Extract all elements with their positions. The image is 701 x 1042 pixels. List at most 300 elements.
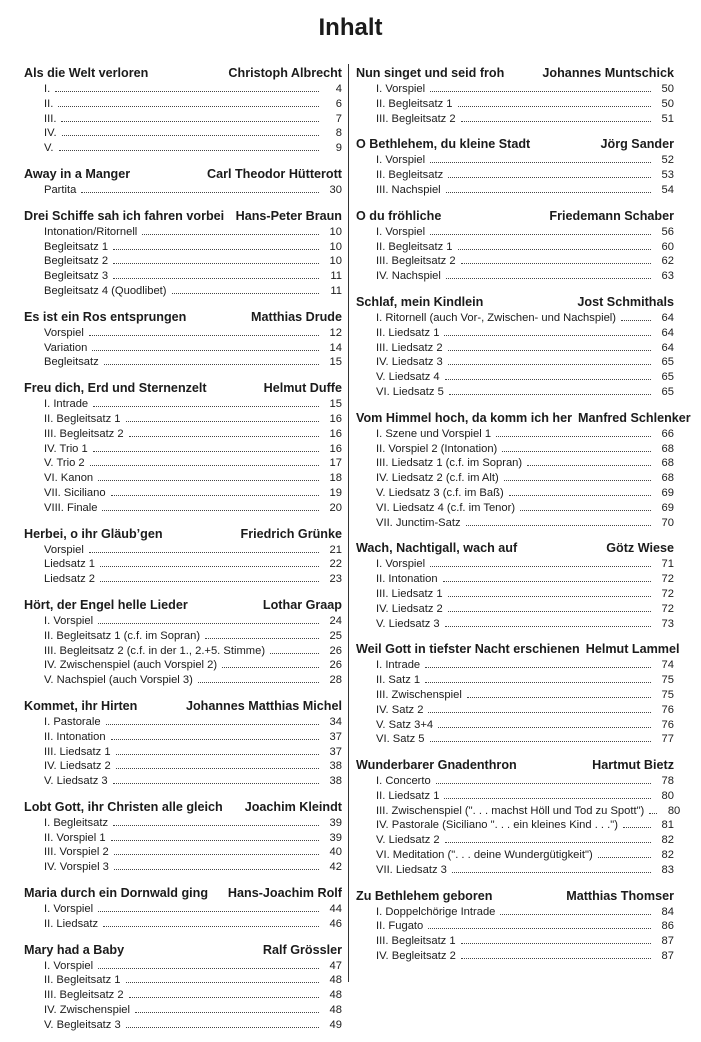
toc-entry <box>24 658 342 673</box>
dot-leader <box>430 741 651 742</box>
piece-composer: Helmut Lammel <box>585 642 680 657</box>
entry-label: Liedsatz 1 <box>44 558 95 571</box>
toc-entry <box>24 759 342 774</box>
toc-entry <box>24 1018 342 1033</box>
toc-entry <box>356 818 674 833</box>
entry-label: V. Nachspiel (auch Vorspiel 3) <box>44 674 193 687</box>
toc-piece <box>24 207 342 299</box>
entry-page-number: 68 <box>661 442 674 455</box>
entry-page-number: 69 <box>661 501 674 514</box>
toc-entry <box>24 543 342 558</box>
dot-leader <box>446 278 651 279</box>
dot-leader <box>114 854 319 855</box>
entry-label: I. Intrade <box>44 398 89 411</box>
dot-leader <box>113 783 319 784</box>
entry-page-number: 24 <box>329 614 342 627</box>
entry-page-number: 50 <box>661 97 674 110</box>
entry-page-number: 80 <box>661 789 674 802</box>
entry-label: Begleitsatz 1 <box>44 240 109 253</box>
dot-leader <box>142 234 319 235</box>
entry-label: I. Pastorale <box>44 715 101 728</box>
entry-page-number: 21 <box>329 543 342 556</box>
entry-label: II. Satz 1 <box>376 674 421 687</box>
piece-header <box>356 409 691 427</box>
toc-entry <box>356 486 674 501</box>
toc-entry <box>24 715 342 730</box>
entry-page-number: 64 <box>661 341 674 354</box>
toc-entry <box>356 774 674 789</box>
entry-label: I. Begleitsatz <box>44 816 109 829</box>
entry-page-number: 72 <box>661 602 674 615</box>
toc-entry <box>356 355 674 370</box>
entry-page-number: 7 <box>335 112 342 125</box>
dot-leader <box>89 335 319 336</box>
dot-leader <box>444 798 651 799</box>
toc-entry <box>24 355 342 370</box>
piece-composer: Christoph Albrecht <box>228 66 342 80</box>
piece-header <box>356 64 674 82</box>
entry-label: VI. Meditation (". . . deine Wundergütigkeit") <box>376 849 593 862</box>
entry-page-number: 44 <box>329 903 342 916</box>
entry-label: V. Liedsatz 3 <box>376 617 440 630</box>
toc-entry <box>356 341 674 356</box>
dot-leader <box>93 451 319 452</box>
entry-page-number: 14 <box>329 341 342 354</box>
toc-entry <box>356 254 674 269</box>
toc-entry <box>356 97 674 112</box>
entry-label: V. <box>44 142 54 155</box>
toc-entry <box>356 516 674 531</box>
toc-entry <box>24 471 342 486</box>
entry-page-number: 78 <box>661 775 674 788</box>
piece-header <box>24 697 342 715</box>
toc-entry <box>24 902 342 917</box>
dot-leader <box>448 177 651 178</box>
toc-piece <box>356 293 674 400</box>
entry-label: VI. Liedsatz 4 (c.f. im Tenor) <box>376 501 516 514</box>
dot-leader <box>126 421 320 422</box>
piece-header <box>356 887 674 905</box>
entry-page-number: 76 <box>661 703 674 716</box>
entry-page-number: 17 <box>329 457 342 470</box>
dot-leader <box>448 611 651 612</box>
piece-composer: Hartmut Bietz <box>592 758 674 773</box>
dot-leader <box>103 926 319 927</box>
entry-label: II. Intonation <box>376 573 438 586</box>
dot-leader <box>466 525 651 526</box>
entry-page-number: 65 <box>661 356 674 369</box>
entry-label: III. Liedsatz 2 <box>376 341 443 354</box>
toc-piece <box>356 409 691 531</box>
entry-label: I. Vorspiel <box>376 558 426 571</box>
entry-page-number: 62 <box>661 255 674 268</box>
toc-entry <box>356 703 674 718</box>
entry-label: I. Vorspiel <box>376 225 426 238</box>
toc-entry <box>24 183 342 198</box>
toc-entry <box>24 82 342 97</box>
toc-entry <box>356 789 674 804</box>
toc-entry <box>356 949 674 964</box>
entry-label: VI. Liedsatz 5 <box>376 385 444 398</box>
piece-composer: Matthias Thomser <box>566 888 674 903</box>
piece-header <box>24 165 342 183</box>
piece-header <box>356 293 674 311</box>
entry-label: Begleitsatz 4 (Quodlibet) <box>44 284 167 297</box>
dot-leader <box>111 739 319 740</box>
toc-entry <box>24 97 342 112</box>
toc-piece <box>24 596 342 688</box>
piece-title: Mary had a Baby <box>24 942 125 957</box>
entry-page-number: 37 <box>329 745 342 758</box>
entry-label: II. Begleitsatz 1 (c.f. im Sopran) <box>44 629 201 642</box>
piece-composer: Ralf Grössler <box>262 942 342 957</box>
piece-title: Herbei, o ihr Gläub’gen <box>24 526 163 541</box>
entry-label: IV. Pastorale (Siciliano ". . . ein kleines Kind . . .") <box>376 819 618 832</box>
dot-leader <box>222 667 319 668</box>
dot-leader <box>430 162 651 163</box>
toc-entry <box>24 673 342 688</box>
toc-entry <box>24 1003 342 1018</box>
entry-page-number: 10 <box>329 225 342 238</box>
entry-page-number: 10 <box>329 255 342 268</box>
entry-label: VII. Junctim-Satz <box>376 516 461 529</box>
piece-title: Wunderbarer Gnadenthron <box>356 758 517 773</box>
toc-entry <box>24 629 342 644</box>
entry-label: IV. Liedsatz 2 <box>44 760 111 773</box>
entry-label: III. Nachspiel <box>376 183 441 196</box>
dot-leader <box>98 968 319 969</box>
dot-leader <box>129 436 319 437</box>
toc-entry <box>24 816 342 831</box>
toc-piece <box>24 165 342 198</box>
toc-entry <box>24 644 342 659</box>
dot-leader <box>205 638 319 639</box>
entry-label: I. Doppelchörige Intrade <box>376 905 496 918</box>
entry-page-number: 68 <box>661 472 674 485</box>
toc-piece <box>356 756 681 878</box>
dot-leader <box>461 943 651 944</box>
entry-page-number: 47 <box>329 959 342 972</box>
entry-label: II. Vorspiel 2 (Intonation) <box>376 442 498 455</box>
entry-label: IV. Zwischenspiel (auch Vorspiel 2) <box>44 659 218 672</box>
toc-entry <box>24 959 342 974</box>
entry-page-number: 23 <box>329 573 342 586</box>
entry-label: III. Zwischenspiel (". . . machst Höll und Tod zu Spott") <box>376 804 645 817</box>
piece-title: Lobt Gott, ihr Christen alle gleich <box>24 799 223 814</box>
entry-page-number: 16 <box>329 427 342 440</box>
entry-label: VII. Liedsatz 3 <box>376 863 447 876</box>
dot-leader <box>425 682 651 683</box>
toc-entry <box>356 718 674 733</box>
dot-leader <box>445 842 651 843</box>
dot-leader <box>61 121 319 122</box>
piece-title: Hört, der Engel helle Lieder <box>24 597 188 612</box>
dot-leader <box>55 91 319 92</box>
dot-leader <box>445 626 651 627</box>
entry-label: I. Vorspiel <box>376 83 426 95</box>
entry-page-number: 15 <box>329 398 342 411</box>
entry-page-number: 18 <box>329 472 342 485</box>
toc-entry <box>24 917 342 932</box>
piece-composer: Jost Schmithals <box>577 294 674 309</box>
piece-composer: Manfred Schlenker <box>578 410 691 425</box>
entry-page-number: 83 <box>661 863 674 876</box>
toc-entry <box>356 326 674 341</box>
toc-piece <box>356 640 680 747</box>
dot-leader <box>113 278 319 279</box>
toc-entry <box>24 572 342 587</box>
entry-page-number: 11 <box>330 284 342 297</box>
entry-label: IV. Satz 2 <box>376 703 424 716</box>
dot-leader <box>59 150 319 151</box>
entry-label: II. Begleitsatz 1 <box>44 412 121 425</box>
entry-label: V. Liedsatz 4 <box>376 371 440 384</box>
entry-page-number: 63 <box>661 270 674 283</box>
toc-entry <box>24 774 342 789</box>
piece-header <box>24 596 342 614</box>
dot-leader <box>425 667 651 668</box>
entry-label: III. Liedsatz 1 (c.f. im Sopran) <box>376 457 523 470</box>
entry-label: II. <box>44 97 54 110</box>
toc-entry <box>24 326 342 341</box>
entry-page-number: 77 <box>661 733 674 746</box>
dot-leader <box>448 350 651 351</box>
toc-entry <box>356 153 674 168</box>
dot-leader <box>598 857 651 858</box>
piece-composer: Jörg Sander <box>600 137 674 152</box>
dot-leader <box>527 465 651 466</box>
toc-entry <box>356 658 674 673</box>
piece-composer: Friedemann Schaber <box>549 208 674 223</box>
entry-label: VIII. Finale <box>44 501 98 514</box>
entry-label: II. Begleitsatz <box>376 169 444 182</box>
toc-entry <box>24 141 342 156</box>
piece-composer: Johannes Muntschick <box>542 66 674 80</box>
toc-piece <box>24 884 342 932</box>
toc-piece <box>356 539 674 631</box>
entry-page-number: 72 <box>661 573 674 586</box>
dot-leader <box>135 1012 319 1013</box>
dot-leader <box>198 682 319 683</box>
dot-leader <box>89 552 319 553</box>
toc-entry <box>356 427 674 442</box>
toc-entry <box>24 412 342 427</box>
entry-label: III. Begleitsatz 2 (c.f. in der 1., 2.+5. Stimme) <box>44 644 266 657</box>
toc-piece <box>24 525 342 587</box>
piece-composer: Johannes Matthias Michel <box>185 698 342 713</box>
piece-composer: Götz Wiese <box>606 541 674 556</box>
dot-leader <box>113 263 319 264</box>
dot-leader <box>428 712 651 713</box>
entry-label: Intonation/Ritornell <box>44 225 138 238</box>
entry-page-number: 15 <box>329 356 342 369</box>
entry-label: Partita <box>44 183 77 196</box>
piece-title: O Bethlehem, du kleine Stadt <box>356 137 531 152</box>
entry-label: IV. Trio 1 <box>44 442 88 455</box>
entry-label: II. Liedsatz <box>44 917 99 930</box>
entry-page-number: 82 <box>661 849 674 862</box>
entry-label: Vorspiel <box>44 326 84 339</box>
toc-entry <box>356 732 674 747</box>
dot-leader <box>452 872 651 873</box>
entry-page-number: 65 <box>661 371 674 384</box>
toc-entry <box>24 614 342 629</box>
toc-entry <box>356 112 674 127</box>
entry-page-number: 51 <box>661 112 674 125</box>
dot-leader <box>436 783 651 784</box>
toc-entry <box>24 341 342 356</box>
entry-label: IV. Liedsatz 2 (c.f. im Alt) <box>376 472 499 485</box>
entry-label: IV. <box>44 127 57 140</box>
entry-page-number: 60 <box>661 240 674 253</box>
dot-leader <box>100 566 319 567</box>
toc-piece <box>356 135 674 197</box>
piece-title: Es ist ein Ros entsprungen <box>24 309 187 324</box>
dot-leader <box>448 596 651 597</box>
piece-header <box>24 798 342 816</box>
dot-leader <box>509 495 651 496</box>
entry-page-number: 71 <box>661 558 674 571</box>
toc-entry <box>356 688 674 703</box>
piece-header <box>356 207 674 225</box>
toc-entry <box>24 973 342 988</box>
piece-title: Schlaf, mein Kindlein <box>356 294 484 309</box>
toc-entry <box>356 240 674 255</box>
dot-leader <box>114 869 319 870</box>
dot-leader <box>502 451 651 452</box>
entry-label: Vorspiel <box>44 543 84 556</box>
dot-leader <box>430 566 651 567</box>
entry-page-number: 9 <box>335 142 342 155</box>
dot-leader <box>461 958 651 959</box>
piece-composer: Lothar Graap <box>262 597 342 612</box>
toc-piece <box>356 64 674 126</box>
entry-label: I. Vorspiel <box>376 154 426 167</box>
entry-page-number: 34 <box>329 715 342 728</box>
dot-leader <box>111 495 319 496</box>
toc-entry <box>24 745 342 760</box>
entry-page-number: 76 <box>661 718 674 731</box>
entry-label: V. Liedsatz 3 <box>44 775 108 788</box>
dot-leader <box>58 106 319 107</box>
entry-page-number: 16 <box>329 412 342 425</box>
dot-leader <box>504 480 651 481</box>
entry-page-number: 84 <box>661 905 674 918</box>
entry-page-number: 6 <box>335 97 342 110</box>
dot-leader <box>500 914 651 915</box>
entry-page-number: 87 <box>661 950 674 963</box>
dot-leader <box>445 379 651 380</box>
piece-title: Nun singet und seid froh <box>356 66 505 80</box>
dot-leader <box>98 911 319 912</box>
entry-label: Begleitsatz <box>44 356 99 369</box>
toc-entry <box>24 254 342 269</box>
dot-leader <box>449 394 651 395</box>
dot-leader <box>100 581 319 582</box>
piece-header <box>24 308 342 326</box>
entry-page-number: 70 <box>661 516 674 529</box>
entry-label: Begleitsatz 3 <box>44 270 109 283</box>
piece-header <box>24 379 342 397</box>
entry-label: IV. Nachspiel <box>376 270 441 283</box>
entry-page-number: 75 <box>661 688 674 701</box>
piece-title: Weil Gott in tiefster Nacht erschienen <box>356 642 580 657</box>
dot-leader <box>116 768 319 769</box>
toc-entry <box>356 919 674 934</box>
toc-piece <box>24 798 342 875</box>
piece-title: Wach, Nachtigall, wach auf <box>356 541 518 556</box>
entry-label: II. Vorspiel 1 <box>44 831 106 844</box>
entry-label: Variation <box>44 341 88 354</box>
entry-page-number: 80 <box>667 804 681 817</box>
toc-entry <box>356 602 674 617</box>
entry-page-number: 30 <box>329 183 342 196</box>
dot-leader <box>126 1027 319 1028</box>
toc-entry <box>356 905 674 920</box>
toc-piece <box>24 308 342 370</box>
toc-entry <box>356 501 674 516</box>
entry-label: III. Begleitsatz 1 <box>376 935 456 948</box>
entry-label: I. Ritornell (auch Vor-, Zwischen- und Nachspiel) <box>376 311 617 324</box>
dot-leader <box>621 320 651 321</box>
toc-entry <box>24 860 342 875</box>
piece-header <box>24 525 342 543</box>
toc-entry <box>356 934 674 949</box>
piece-composer: Matthias Drude <box>251 309 342 324</box>
entry-label: I. Vorspiel <box>44 903 94 916</box>
dot-leader <box>113 825 319 826</box>
toc-piece <box>24 379 342 515</box>
entry-page-number: 74 <box>661 659 674 672</box>
toc-entry <box>356 269 674 284</box>
entry-label: I. Szene und Vorspiel 1 <box>376 427 492 440</box>
toc-entry <box>356 225 674 240</box>
entry-page-number: 86 <box>661 920 674 933</box>
entry-page-number: 39 <box>329 816 342 829</box>
dot-leader <box>443 581 651 582</box>
entry-page-number: 48 <box>329 974 342 987</box>
entry-label: III. Zwischenspiel <box>376 688 462 701</box>
entry-label: V. Satz 3+4 <box>376 718 434 731</box>
toc-entry <box>356 673 674 688</box>
dot-leader <box>106 724 319 725</box>
toc-entry <box>24 112 342 127</box>
toc-entry <box>356 385 674 400</box>
dot-leader <box>111 840 319 841</box>
toc-entry <box>24 284 342 299</box>
piece-header <box>24 941 342 959</box>
entry-page-number: 16 <box>329 442 342 455</box>
toc-piece <box>356 207 674 284</box>
toc-entry <box>24 730 342 745</box>
toc-entry <box>24 442 342 457</box>
dot-leader <box>428 928 651 929</box>
dot-leader <box>461 121 651 122</box>
toc-entry <box>356 168 674 183</box>
entry-label: I. Concerto <box>376 775 431 788</box>
entry-page-number: 38 <box>329 775 342 788</box>
entry-page-number: 38 <box>329 760 342 773</box>
dot-leader <box>448 364 651 365</box>
entry-label: VI. Kanon <box>44 472 94 485</box>
toc-entry <box>356 557 674 572</box>
entry-label: I. Intrade <box>376 659 421 672</box>
dot-leader <box>62 135 319 136</box>
entry-page-number: 37 <box>329 730 342 743</box>
dot-leader <box>104 364 319 365</box>
entry-page-number: 11 <box>330 270 342 283</box>
entry-page-number: 39 <box>329 831 342 844</box>
